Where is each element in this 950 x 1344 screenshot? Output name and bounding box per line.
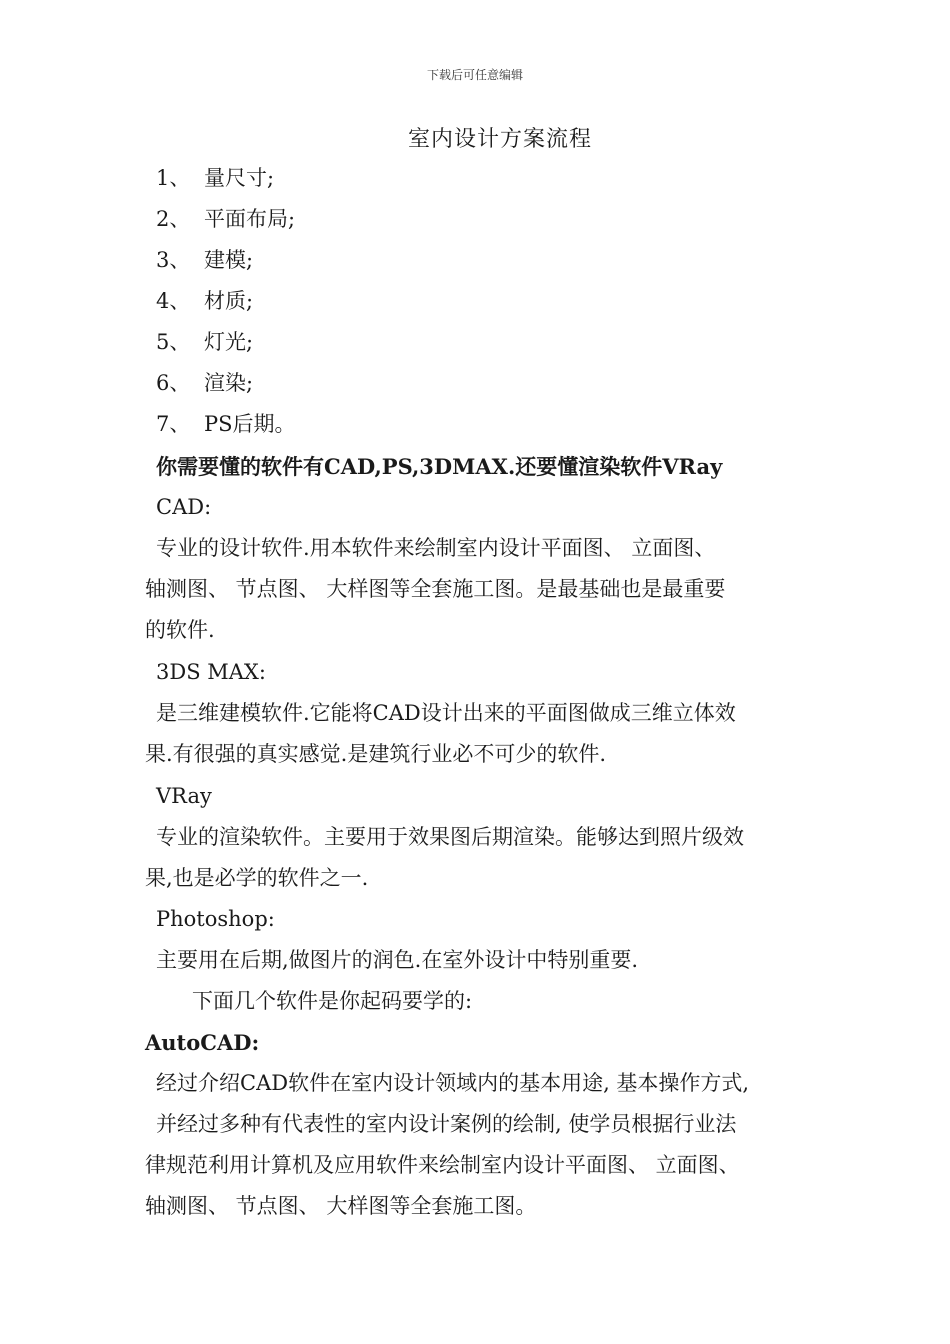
- vray-text-line: 果,也是必学的软件之一.: [145, 866, 369, 890]
- software-intro: 你需要懂的软件有CAD,PS,3DMAX.还要懂渲染软件VRay: [156, 454, 723, 479]
- must-learn-text: 下面几个软件是你起码要学的:: [192, 989, 473, 1013]
- step-item: 4、 材质;: [156, 289, 254, 313]
- autocad-text-line: 律规范利用计算机及应用软件来绘制室内设计平面图、 立面图、: [145, 1153, 740, 1177]
- step-item: 2、 平面布局;: [156, 207, 296, 231]
- step-item: 5、 灯光;: [156, 330, 254, 354]
- photoshop-heading: Photoshop:: [156, 907, 275, 931]
- step-item: 7、 PS后期。: [156, 412, 296, 436]
- cad-text-line: 的软件.: [145, 618, 215, 642]
- cad-text-line: 专业的设计软件.用本软件来绘制室内设计平面图、 立面图、: [156, 536, 716, 560]
- cad-heading: CAD:: [156, 495, 212, 519]
- step-item: 6、 渲染;: [156, 371, 254, 395]
- step-item: 1、 量尺寸;: [156, 166, 275, 190]
- cad-text-line: 轴测图、 节点图、 大样图等全套施工图。是最基础也是最重要: [145, 577, 726, 601]
- 3dsmax-text-line: 是三维建模软件.它能将CAD设计出来的平面图做成三维立体效: [156, 701, 736, 725]
- photoshop-text-line: 主要用在后期,做图片的润色.在室外设计中特别重要.: [156, 948, 639, 972]
- autocad-text-line: 轴测图、 节点图、 大样图等全套施工图。: [145, 1194, 537, 1218]
- page-header: 下载后可任意编辑: [426, 68, 523, 82]
- 3dsmax-heading: 3DS MAX:: [156, 660, 266, 684]
- document-title: 室内设计方案流程: [407, 127, 592, 152]
- step-item: 3、 建模;: [156, 248, 254, 272]
- autocad-text-line: 经过介绍CAD软件在室内设计领域内的基本用途, 基本操作方式,: [156, 1071, 750, 1095]
- vray-text-line: 专业的渲染软件。主要用于效果图后期渲染。能够达到照片级效: [156, 825, 744, 849]
- autocad-text-line: 并经过多种有代表性的室内设计案例的绘制, 使学员根据行业法: [156, 1112, 737, 1136]
- 3dsmax-text-line: 果.有很强的真实感觉.是建筑行业必不可少的软件.: [145, 742, 607, 766]
- vray-heading: VRay: [156, 784, 212, 808]
- autocad-heading: AutoCAD:: [145, 1030, 260, 1055]
